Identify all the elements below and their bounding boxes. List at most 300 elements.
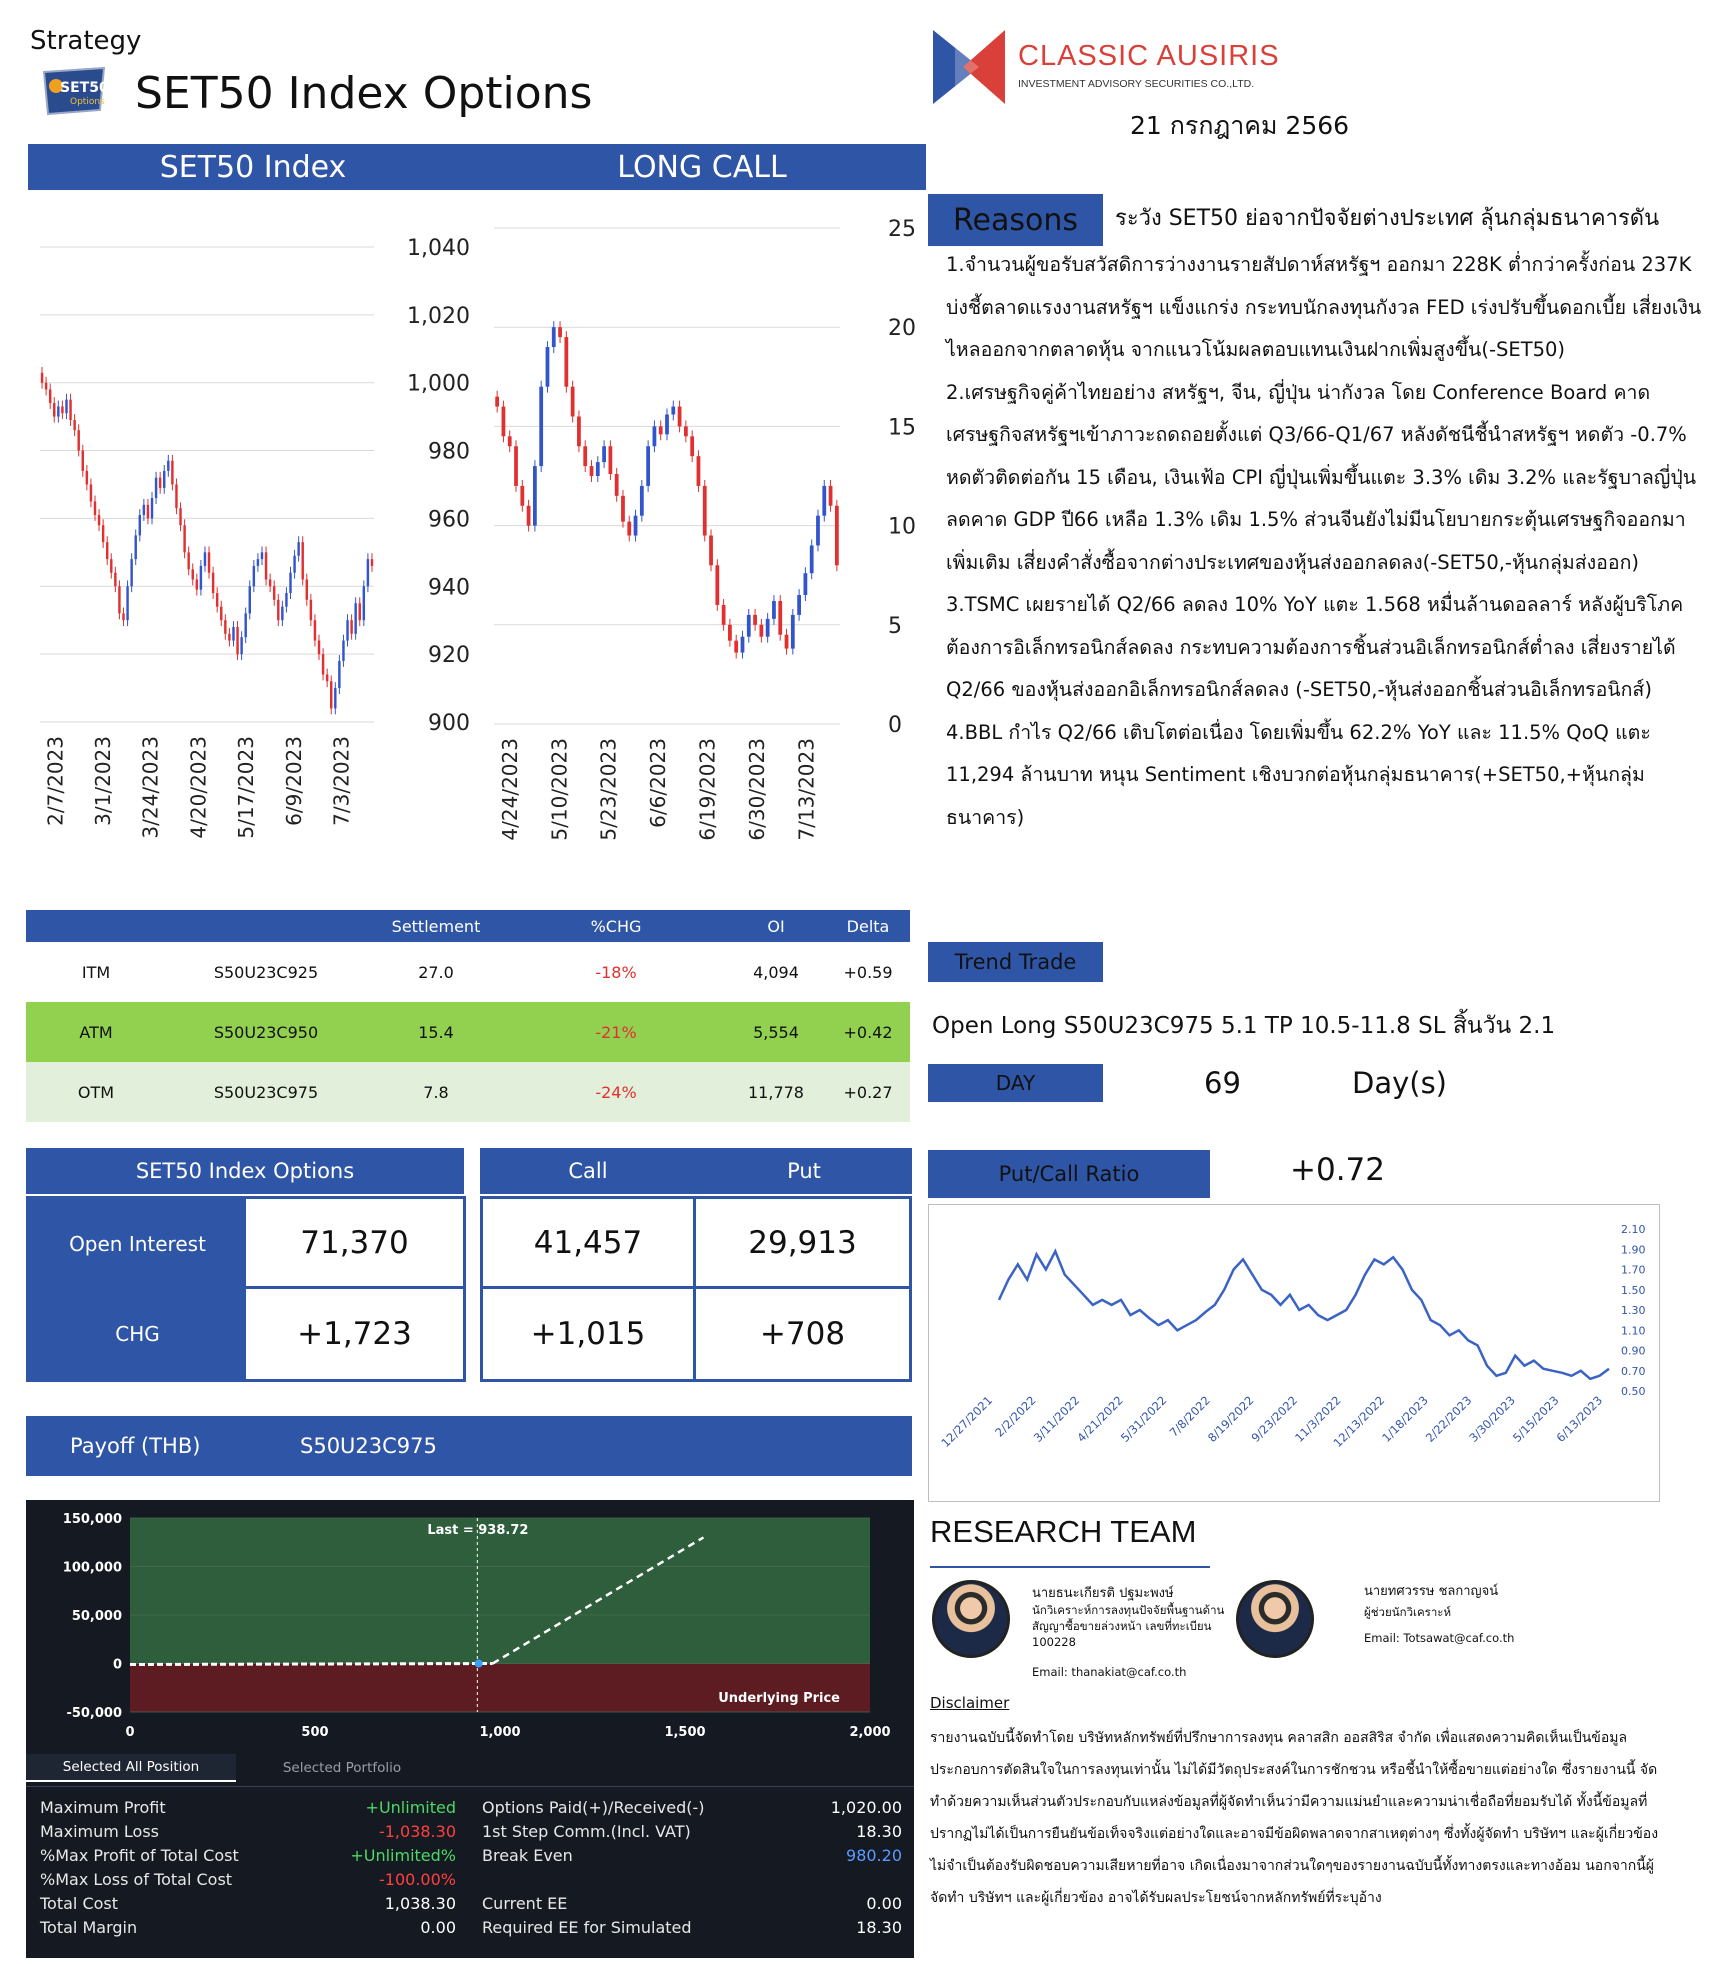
pcr-x-tick: 4/21/2022: [1074, 1393, 1126, 1445]
candle-body: [334, 688, 336, 708]
day-label: DAY: [928, 1064, 1103, 1102]
candle-body: [822, 486, 826, 516]
pcr-x-tick: 5/15/2023: [1509, 1393, 1562, 1445]
candle-body: [326, 674, 328, 681]
payoff-header: [26, 1416, 912, 1476]
options-chg-cell: -24%: [595, 1082, 637, 1102]
candle-body: [318, 641, 320, 655]
payoff-x-tick: 0: [125, 1725, 135, 1740]
underlying-price-label: Underlying Price: [718, 1691, 840, 1706]
profit-zone: [130, 1518, 870, 1664]
candle-body: [57, 406, 59, 416]
candle-body: [285, 593, 287, 607]
pcr-chart-frame: [928, 1204, 1660, 1502]
options-series-cell: S50U23C975: [213, 1082, 319, 1102]
candle-body: [41, 373, 43, 383]
candle-body: [709, 536, 713, 566]
candle-body: [671, 407, 675, 415]
candle-body: [126, 586, 128, 620]
candle-body: [759, 625, 763, 637]
payoff-stat-value: 18.30: [856, 1918, 902, 1937]
y-tick-label: 10: [888, 514, 916, 540]
pcr-x-tick: 9/23/2022: [1248, 1393, 1301, 1445]
candle-body: [297, 542, 299, 556]
candle-body: [634, 516, 638, 536]
candle-body: [621, 496, 625, 522]
payoff-stat-label: %Max Profit of Total Cost: [40, 1846, 239, 1865]
x-tick-label: 3/1/2023: [91, 736, 116, 826]
candle-body: [175, 484, 177, 508]
long-call-candlestick-chart: [478, 200, 928, 860]
payoff-stat-value: 0.00: [866, 1894, 902, 1913]
y-tick-label: 980: [428, 439, 470, 465]
header-settlement: Settlement: [391, 916, 481, 936]
options-settlement-cell: 15.4: [418, 1022, 454, 1042]
candle-body: [253, 566, 255, 586]
candle-body: [163, 471, 165, 488]
candle-body: [49, 389, 51, 403]
options-row: [26, 942, 910, 1002]
payoff-stat-value: 0.00: [420, 1918, 456, 1937]
options-settlement-cell: 7.8: [423, 1082, 449, 1102]
options-chg-cell: -18%: [595, 962, 637, 982]
candle-body: [53, 403, 55, 417]
tab-selected-portfolio[interactable]: Selected Portfolio: [242, 1754, 442, 1782]
payoff-x-tick: 500: [301, 1725, 329, 1740]
candle-body: [281, 607, 283, 621]
candle-body: [306, 579, 308, 599]
candle-body: [224, 620, 226, 634]
research-team-underline: [930, 1566, 1210, 1568]
candle-body: [804, 573, 808, 595]
x-tick-group: [282, 736, 306, 826]
oi-put-value: 29,913: [696, 1199, 909, 1289]
brand-subtitle: INVESTMENT ADVISORY SECURITIES CO.,LTD.: [1018, 78, 1255, 90]
x-tick-group: [547, 738, 571, 841]
pcr-y-tick: 1.70: [1621, 1263, 1646, 1277]
disclaimer-body: รายงานฉบับนี้จัดทำโดย บริษัทหลักทรัพย์ที่ปรึกษาการลงทุน คลาสสิก ออสสิริส จำกัด เพื่อแสดงความคิดเห็นเป็นข้อมูลประกอบการตัดสินใจในการลงทุนเท่านั้น ไม่ได้มีวัตถุประสงค์ในการชักชวน หรือชี้นำให้ซื้อขายแต่อย่างใด ซึ่งรายงานนี้ จัดทำด้วยความเห็นส่วนตัวประกอบกับแหล่งข้อมูลที่ผู้จัดทำเห็นว่ามีความแม่นยำและความน่าเชื่อถือที่ยอมรับได้ ทั้งนี้ข้อมูลที่ปรากฏไม่ได้เป็นการยืนยันข้อเท็จจริงแต่อย่างใดและอาจมีข้อผิดพลาดจากสาเหตุต่างๆ ซึ่งทั้งผู้จัดทำ บริษัทฯ และผู้เกี่ยวข้องไม่จำเป็นต้องรับผิดชอบความเสียหายที่อาจ เกิดเนื่องมาจากส่วนใดๆของรายงานฉบับนี้ทั้งทางตรงและทางอ้อม นอกจากนี้ผู้จัดทำ บริษัทฯ และผู้เกี่ยวข้อง อาจได้รับผลประโยชน์จากหลักทรัพย์ที่ระบุอ้าง: [930, 1730, 1659, 1906]
candle-body: [273, 586, 275, 600]
candle-body: [69, 400, 71, 420]
candle-body: [829, 486, 833, 506]
options-oi-cell: 5,554: [753, 1022, 799, 1042]
payoff-y-tick: 50,000: [71, 1609, 122, 1624]
day-value: 69: [1204, 1066, 1241, 1100]
x-tick-label: 4/24/2023: [497, 738, 522, 841]
payoff-stat-label: Maximum Profit: [40, 1798, 166, 1817]
put-label: Put: [787, 1159, 821, 1183]
options-table-header: [26, 910, 910, 942]
candle-body: [212, 573, 214, 593]
candle-body: [301, 542, 303, 579]
candle-body: [61, 406, 63, 413]
x-tick-label: 7/3/2023: [329, 736, 354, 826]
x-tick-group: [794, 738, 818, 841]
payoff-panel: [26, 1500, 914, 1958]
candle-body: [371, 559, 373, 566]
oi-call-put-box: [480, 1196, 912, 1382]
x-tick-label: 5/10/2023: [547, 738, 572, 841]
pcr-x-tick: 3/30/2023: [1466, 1393, 1518, 1445]
payoff-y-tick: 150,000: [62, 1512, 122, 1527]
candle-body: [183, 525, 185, 552]
pcr-x-tick-group: [1379, 1393, 1431, 1445]
candle-body: [82, 451, 84, 471]
candle-body: [122, 613, 124, 620]
candle-body: [354, 603, 356, 634]
candle-body: [583, 446, 587, 466]
candle-body: [640, 486, 644, 516]
candle-body: [143, 505, 145, 515]
pcr-y-tick: 0.70: [1621, 1364, 1646, 1378]
x-tick-group: [696, 738, 720, 841]
options-oi-cell: 4,094: [753, 962, 799, 982]
candle-body: [330, 681, 332, 708]
candle-body: [208, 552, 210, 572]
candle-body: [697, 456, 701, 486]
y-tick-label: 1,040: [407, 235, 470, 261]
candle-body: [244, 613, 246, 637]
payoff-stat-label: Current EE: [482, 1894, 568, 1913]
options-series-cell: S50U23C925: [213, 962, 319, 982]
reasons-label: Reasons: [928, 194, 1103, 246]
strategy-label: Strategy: [30, 26, 142, 56]
candle-body: [187, 552, 189, 569]
oi-total-box: [26, 1196, 466, 1382]
payoff-stat-value: 1,020.00: [830, 1798, 902, 1817]
candle-body: [77, 430, 79, 450]
reason-item-1: 1.จำนวนผู้ขอรับสวัสดิการว่างงานรายสัปดาห์สหรัฐฯ ออกมา 228K ต่ำกว่าครั้งก่อน 237K บ่งชี้ตลาดแรงงานสหรัฐฯ แข็งแกร่ง กระทบนักลงทุนกังวล FED เร่งปรับขึ้นดอกเบี้ย เสี่ยงเงินไหลออกจากตลาดหุ้น จากแนวโน้มผลตอบแทนเงินฝากเพิ่มสูงขึ้น(-SET50): [946, 253, 1702, 361]
candle-body: [659, 426, 663, 434]
candle-body: [130, 559, 132, 586]
x-tick-label: 6/9/2023: [281, 736, 306, 826]
candle-body: [314, 620, 316, 640]
y-tick-label: 0: [888, 713, 902, 738]
options-delta-cell: +0.42: [843, 1022, 893, 1042]
payoff-stat-value: 1,038.30: [384, 1894, 456, 1913]
options-series-cell: S50U23C950: [213, 1022, 319, 1042]
payoff-flat-segment: [130, 1664, 493, 1665]
page-title: SET50 Index Options: [135, 68, 593, 119]
candle-body: [155, 478, 157, 498]
pcr-line-chart: [929, 1205, 1659, 1501]
candle-body: [216, 593, 218, 607]
candle-body: [722, 605, 726, 625]
pcr-y-tick: 1.50: [1621, 1283, 1646, 1297]
payoff-stat-value: 980.20: [846, 1846, 902, 1865]
payoff-stat-value: -100.00%: [379, 1870, 456, 1889]
reason-item-3: 3.TSMC เผยรายได้ Q2/66 ลดลง 10% YoY แตะ 1.568 หมื่นล้านดอลลาร์ หลังผู้บริโภคต้องการอิเล็กทรอนิกส์ลดลง กระทบความต้องการชิ้นส่วนอิเล็กทรอนิกส์ต่ำลง เสี่ยงรายได้ Q2/66 ของหุ้นส่งออกอิเล็กทรอนิกส์ลดลง (-SET50,-หุ้นส่งออกชิ้นส่วนอิเล็กทรอนิกส์): [946, 593, 1684, 701]
candle-body: [797, 595, 801, 615]
pcr-x-tick-group: [1031, 1393, 1083, 1445]
candle-body: [192, 569, 194, 579]
y-tick-label: 25: [888, 217, 916, 242]
payoff-stat-label: Options Paid(+)/Received(-): [482, 1798, 705, 1817]
candle-body: [167, 461, 169, 471]
analyst2-role: ผู้ช่วยนักวิเคราะห์: [1364, 1605, 1452, 1619]
call-put-header: [480, 1148, 912, 1194]
candle-body: [159, 478, 161, 488]
candle-body: [86, 471, 88, 485]
candle-body: [615, 474, 619, 496]
x-tick-group: [498, 738, 522, 841]
pcr-x-tick: 2/2/2022: [992, 1393, 1039, 1440]
header-oi: OI: [767, 916, 785, 936]
pcr-x-tick-group: [1554, 1393, 1606, 1445]
y-tick-label: 960: [428, 507, 470, 533]
candle-body: [338, 661, 340, 688]
candle-body: [249, 586, 251, 613]
analyst2-name: นายทศวรรษ ชลกาญจน์: [1364, 1584, 1499, 1599]
x-tick-label: 6/19/2023: [695, 738, 720, 841]
payoff-x-tick: 1,500: [664, 1725, 706, 1740]
pcr-x-tick: 11/3/2022: [1292, 1393, 1344, 1445]
candle-body: [715, 565, 719, 605]
y-tick-label: 5: [888, 613, 902, 639]
analyst1-name: นายธนะเกียรติ ปฐมะพงษ์: [1032, 1586, 1174, 1601]
candle-body: [257, 559, 259, 566]
payoff-y-tick: 100,000: [62, 1560, 122, 1576]
candle-body: [571, 387, 575, 417]
set50-candlestick-chart: [28, 200, 498, 860]
brand-name: CLASSIC AUSIRIS: [1018, 40, 1280, 72]
options-moneyness-cell: OTM: [77, 1082, 115, 1102]
candle-body: [533, 466, 537, 526]
payoff-stat-value: 18.30: [856, 1822, 902, 1841]
options-settlement-cell: 27.0: [418, 962, 454, 982]
pcr-x-tick: 8/19/2022: [1204, 1393, 1257, 1445]
day-unit: Day(s): [1352, 1066, 1448, 1100]
candle-body: [785, 635, 789, 649]
analyst1-email: Email: thanakiat@caf.co.th: [1032, 1665, 1187, 1679]
trend-trade-label: Trend Trade: [928, 942, 1103, 982]
candle-body: [232, 627, 234, 641]
payoff-x-tick: 2,000: [849, 1725, 891, 1740]
candle-body: [520, 486, 524, 506]
pcr-x-tick: 7/8/2022: [1166, 1393, 1213, 1440]
candle-body: [678, 407, 682, 427]
candle-body: [514, 446, 518, 486]
candle-body: [558, 327, 562, 337]
oi-call-value: 41,457: [483, 1199, 696, 1289]
candle-body: [508, 436, 512, 446]
pcr-x-tick: 6/13/2023: [1553, 1393, 1606, 1445]
x-tick-group: [597, 738, 621, 841]
candle-body: [367, 559, 369, 586]
pcr-y-tick: 1.30: [1621, 1304, 1646, 1317]
payoff-stat-label: Total Cost: [40, 1894, 119, 1913]
pcr-label: Put/Call Ratio: [928, 1150, 1210, 1198]
pcr-value: +0.72: [1290, 1152, 1385, 1188]
analyst1-role: นักวิเคราะห์การลงทุนปัจจัยพื้นฐานด้านสัญญาซื้อขายล่วงหน้า เลขที่ทะเบียน 100228: [1032, 1603, 1225, 1649]
candle-body: [179, 508, 181, 525]
candle-body: [350, 620, 352, 634]
options-row: [26, 1002, 910, 1062]
call-label: Call: [568, 1159, 608, 1183]
candle-body: [171, 461, 173, 485]
candle-body: [265, 552, 267, 579]
candle-body: [261, 552, 263, 559]
header-delta: Delta: [846, 916, 890, 936]
candle-body: [772, 601, 776, 619]
candle-body: [98, 515, 100, 525]
oi-section-title: SET50 Index Options: [26, 1148, 464, 1194]
pcr-x-tick: 2/22/2023: [1422, 1393, 1475, 1445]
candle-body: [240, 637, 242, 654]
x-tick-group: [234, 736, 258, 839]
candle-body: [741, 637, 745, 653]
options-chg-cell: -21%: [595, 1022, 637, 1042]
chg-total-value: +1,723: [297, 1316, 412, 1352]
y-tick-label: 1,020: [407, 303, 470, 329]
payoff-stat-label: %Max Loss of Total Cost: [40, 1870, 233, 1889]
x-tick-group: [646, 738, 670, 828]
pcr-x-tick: 12/27/2021: [938, 1393, 996, 1451]
classic-ausiris-logo: [933, 30, 1005, 104]
pcr-x-tick-group: [938, 1393, 995, 1450]
payoff-stat-value: +Unlimited: [365, 1798, 456, 1817]
pcr-x-tick: 3/11/2022: [1030, 1393, 1083, 1445]
payoff-divider: [26, 1786, 914, 1787]
options-delta-cell: +0.27: [843, 1082, 893, 1102]
x-tick-label: 3/24/2023: [138, 736, 163, 839]
candle-body: [200, 566, 202, 590]
candle-body: [110, 559, 112, 573]
candle-body: [602, 446, 606, 462]
options-table: [26, 910, 910, 1122]
candle-body: [690, 436, 694, 456]
oi-total-value: 71,370: [246, 1199, 463, 1289]
candle-body: [147, 505, 149, 519]
disclaimer-title: Disclaimer: [930, 1694, 1010, 1712]
x-tick-label: 4/20/2023: [186, 736, 211, 839]
candle-body: [139, 515, 141, 535]
payoff-stat-label: Break Even: [482, 1846, 573, 1865]
x-tick-label: 6/30/2023: [744, 738, 769, 841]
pcr-x-tick: 5/31/2022: [1117, 1393, 1170, 1445]
x-tick-label: 7/13/2023: [794, 738, 819, 841]
candle-body: [204, 552, 206, 566]
pcr-y-tick: 2.10: [1621, 1223, 1646, 1236]
payoff-y-tick: 0: [112, 1657, 122, 1673]
payoff-x-tick: 1,000: [479, 1725, 521, 1740]
set50-chart-title: SET50 Index: [28, 144, 478, 190]
candle-body: [539, 387, 543, 466]
pcr-y-tick: 0.90: [1621, 1344, 1646, 1358]
candle-body: [665, 414, 669, 434]
pcr-x-tick-group: [1205, 1393, 1257, 1445]
candle-body: [90, 484, 92, 501]
candle-body: [322, 654, 324, 674]
candle-body: [342, 641, 344, 661]
reason-item-2: 2.เศรษฐกิจคู่ค้าไทยอย่าง สหรัฐฯ, จีน, ญี่ปุ่น น่ากังวล โดย Conference Board คาดเศรษฐกิจสหรัฐฯเข้าภาวะถดถอยตั้งแต่ Q3/66-Q1/67 หลังดัชนีชี้นำสหรัฐฯ หดตัว -0.7% หดตัวติดต่อกัน 15 เดือน, เงินเฟ้อ CPI ญี่ปุ่นเพิ่มขึ้นแตะ 3.3% เดิม 3.2% และรัฐบาลญี่ปุ่นลดคาด GDP ปี66 เหลือ 1.3% เดิม 1.5% ส่วนจีนยังไม่มีนโยบายกระตุ้นเศรษฐกิจออกมาเพิ่มเติม เสี่ยงคำสั่งซื้อจากต่างประเทศของหุ้นส่งออกลดลง(-SET50,-หุ้นกลุ่มส่งออก): [946, 380, 1697, 574]
payoff-chart: [26, 1500, 914, 1750]
candle-body: [546, 347, 550, 387]
pcr-x-tick-group: [1423, 1393, 1475, 1445]
reasons-list: [946, 244, 1716, 839]
x-tick-label: 6/6/2023: [646, 738, 671, 828]
candle-body: [646, 446, 650, 486]
candle-body: [590, 466, 594, 476]
chg-put-value: +708: [759, 1316, 846, 1352]
pcr-x-tick-group: [1466, 1393, 1518, 1445]
candle-body: [220, 607, 222, 621]
pcr-x-tick: 1/18/2023: [1379, 1393, 1431, 1445]
payoff-stat-label: Total Margin: [40, 1918, 138, 1937]
candle-body: [236, 627, 238, 654]
pcr-x-tick-group: [1510, 1393, 1562, 1445]
reasons-headline: ระวัง SET50 ย่อจากปัจจัยต่างประเทศ ลุ้นกลุ่มธนาคารดัน: [1115, 206, 1660, 231]
candle-body: [495, 397, 499, 407]
candle-body: [289, 573, 291, 593]
payoff-stat-label: 1st Step Comm.(Incl. VAT): [482, 1822, 691, 1841]
break-even-marker: [475, 1660, 483, 1668]
candle-body: [310, 600, 312, 620]
last-price-label: Last = 938.72: [427, 1523, 529, 1538]
payoff-series: S50U23C975: [300, 1434, 437, 1458]
candle-body: [753, 615, 757, 625]
payoff-stat-value: -1,038.30: [378, 1822, 456, 1841]
candle-body: [653, 426, 657, 446]
candle-body: [102, 525, 104, 542]
candle-body: [502, 407, 506, 437]
pcr-x-tick-group: [1249, 1393, 1301, 1445]
y-tick-label: 940: [428, 575, 470, 601]
candle-body: [835, 506, 839, 566]
logo-sub: Options: [70, 97, 105, 107]
candle-body: [346, 620, 348, 640]
tab-selected-all[interactable]: Selected All Position: [26, 1754, 236, 1782]
candle-body: [293, 556, 295, 573]
x-tick-label: 2/7/2023: [43, 736, 68, 826]
research-team-title: RESEARCH TEAM: [930, 1514, 1197, 1549]
pcr-y-tick: 0.50: [1621, 1385, 1646, 1398]
options-delta-cell: +0.59: [843, 962, 893, 982]
options-row: [26, 1062, 910, 1122]
x-tick-group: [186, 736, 210, 839]
candle-body: [527, 506, 531, 526]
options-moneyness-cell: ITM: [81, 962, 111, 982]
chg-label: CHG: [29, 1289, 246, 1379]
set50-options-logo: [40, 66, 108, 116]
y-tick-label: 900: [428, 711, 470, 736]
logo-text: SET50: [60, 80, 108, 96]
candle-body: [73, 420, 75, 430]
x-tick-label: 5/23/2023: [596, 738, 621, 841]
candle-body: [564, 337, 568, 387]
candle-body: [106, 542, 108, 559]
payoff-y-tick: -50,000: [66, 1706, 122, 1721]
x-tick-group: [139, 736, 163, 839]
candle-body: [151, 498, 153, 518]
candle-body: [791, 615, 795, 649]
options-moneyness-cell: ATM: [79, 1022, 113, 1042]
open-interest-label: Open Interest: [29, 1199, 246, 1289]
analyst2-avatar: [1236, 1580, 1314, 1658]
candle-body: [608, 446, 612, 474]
long-call-chart-title: LONG CALL: [478, 144, 926, 190]
pcr-y-tick: 1.90: [1621, 1243, 1646, 1257]
candle-body: [778, 601, 782, 635]
candle-body: [45, 383, 47, 390]
candle-body: [359, 603, 361, 620]
candle-body: [363, 586, 365, 620]
reason-item-4: 4.BBL กำไร Q2/66 เติบโตต่อเนื่อง โดยเพิ่มขึ้น 62.2% YoY และ 11.5% QoQ แตะ 11,294 ล้านบาท หนุน Sentiment เชิงบวกต่อหุ้นกลุ่มธนาคาร(+SET50,+หุ้นกลุ่มธนาคาร): [946, 720, 1651, 829]
candle-body: [816, 516, 820, 546]
report-date: 21 กรกฎาคม 2566: [1130, 111, 1350, 140]
header-chg: %CHG: [590, 916, 642, 936]
y-tick-label: 1,000: [407, 371, 470, 397]
